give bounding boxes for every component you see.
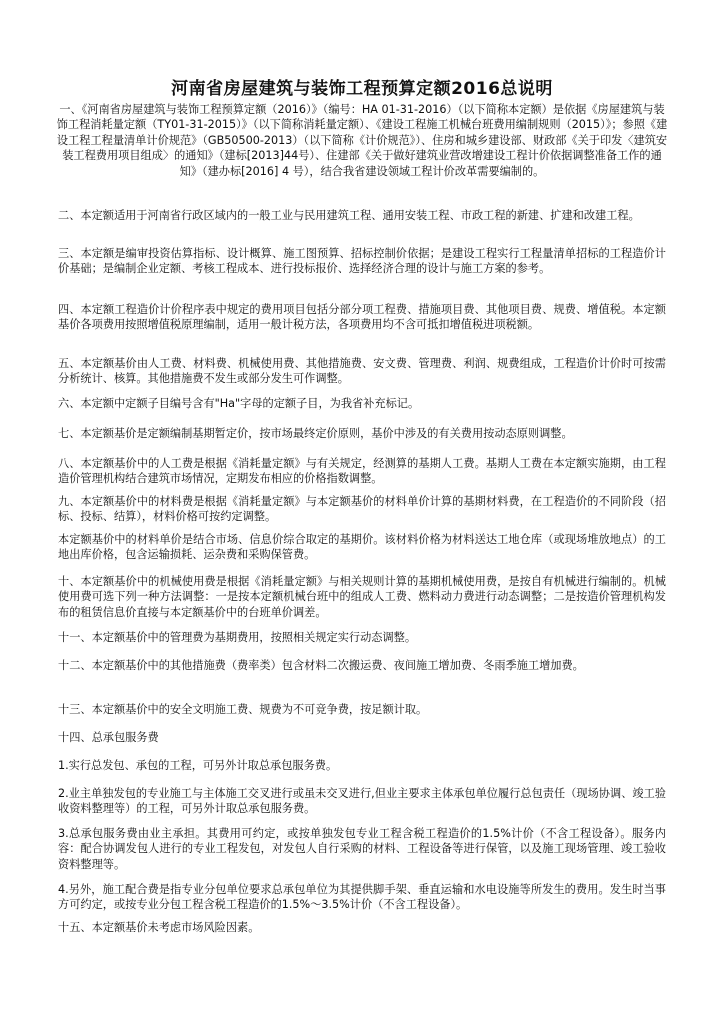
- paragraph-16: 1.实行总发包、承包的工程，可另外计取总承包服务费。: [58, 759, 338, 772]
- paragraph-20: 十五、本定额基价未考虑市场风险因素。: [58, 921, 260, 934]
- paragraph-19: 4.另外，施工配合费是指专业分包单位要求总承包单位为其提供脚手架、垂直运输和水电设施等所发生的费用。发生时当事方可约定，或按专业分包工程含税工程造价的1.5%～3.5%计价（不含工程设备）。: [58, 883, 666, 912]
- paragraph-1: 一、《河南省房屋建筑与装饰工程预算定额（2016）》（编号：HA 01-31-2016）（以下简称本定额）是依据《房屋建筑与装饰工程消耗量定额（TY01-31-2015）》（以下简称消耗量定额）、《建设工程施工机械台班费用编制规则（2015）》；参照《建设工程工程量清单计价规范》（GB50500-2013）（以下简称《计价规范》）、住房和城乡建设部、财政部《关于印发〈建筑安装工程费用项目组成〉的通知》（建标[2013]44号）、住建部《关于做好建筑业营改增建设工程计价依据调整准备工作的通知》（建办标[2016] 4 号），结合我省建设领域工程计价改革需要编制的。: [56, 103, 668, 178]
- paragraph-7: 七、本定额基价是定额编制基期暂定价，按市场最终定价原则，基价中涉及的有关费用按动态原则调整。: [58, 427, 573, 440]
- paragraph-3: 三、本定额是编审投资估算指标、设计概算、施工图预算、招标控制价依据；是建设工程实行工程量清单招标的工程造价计价基础；是编制企业定额、考核工程成本、进行投标报价、选择经济合理的设计与施工方案的参考。: [58, 247, 666, 276]
- paragraph-18: 3.总承包服务费由业主承担。其费用可约定，或按单独发包专业工程含税工程造价的1.5%计价（不含工程设备）。服务内容：配合协调发包人进行的专业工程发包，对发包人自行采购的材料、工程设备等进行保管，以及施工现场管理、竣工验收资料整理等。: [58, 827, 666, 871]
- paragraph-4: 四、本定额工程造价计价程序表中规定的费用项目包括分部分项工程费、措施项目费、其他项目费、规费、增值税。本定额基价各项费用按照增值税原理编制，适用一般计税方法，各项费用均不含可抵扣增值税进项税额。: [58, 303, 666, 332]
- paragraph-10: 本定额基价中的材料单价是结合市场、信息价综合取定的基期价。该材料价格为材料送达工地仓库（或现场堆放地点）的工地出库价格，包含运输损耗、运杂费和采购保管费。: [58, 533, 666, 562]
- paragraph-6: 六、本定额中定额子目编号含有"Ha"字母的定额子目，为我省补充标记。: [58, 397, 420, 410]
- paragraph-14: 十三、本定额基价中的安全文明施工费、规费为不可竞争费，按足额计取。: [58, 703, 428, 716]
- paragraph-13: 十二、本定额基价中的其他措施费（费率类）包含材料二次搬运费、夜间施工增加费、冬雨季施工增加费。: [58, 659, 584, 672]
- paragraph-2: 二、本定额适用于河南省行政区域内的一般工业与民用建筑工程、通用安装工程、市政工程的新建、扩建和改建工程。: [58, 209, 640, 222]
- paragraph-11: 十、本定额基价中的机械使用费是根据《消耗量定额》与相关规则计算的基期机械使用费，是按自有机械进行编制的。机械使用费可选下列一种方法调整：一是按本定额机械台班中的组成人工费、燃料动力费进行动态调整；二是按造价管理机构发布的租赁信息价直接与本定额基价中的台班单价调差。: [58, 575, 666, 619]
- paragraph-15: 十四、总承包服务费: [58, 731, 159, 744]
- paragraph-17: 2.业主单独发包的专业施工与主体施工交叉进行或虽未交叉进行,但业主要求主体承包单位履行总包责任（现场协调、竣工验收资料整理等）的工程，可另外计取总承包服务费。: [58, 787, 666, 816]
- paragraph-5: 五、本定额基价由人工费、材料费、机械使用费、其他措施费、安文费、管理费、利润、规费组成，工程造价计价时可按需分析统计、核算。其他措施费不发生或部分发生可作调整。: [58, 357, 666, 386]
- paragraph-12: 十一、本定额基价中的管理费为基期费用，按照相关规定实行动态调整。: [58, 631, 417, 644]
- paragraph-9: 九、本定额基价中的材料费是根据《消耗量定额》与本定额基价的材料单价计算的基期材料费，在工程造价的不同阶段（招标、投标、结算），材料价格可按约定调整。: [58, 495, 666, 524]
- document-title: 河南省房屋建筑与装饰工程预算定额2016总说明: [171, 79, 553, 99]
- paragraph-8: 八、本定额基价中的人工费是根据《消耗量定额》与有关规定，经测算的基期人工费。基期人工费在本定额实施期，由工程造价管理机构结合建筑市场情况，定期发布相应的价格指数调整。: [58, 457, 666, 486]
